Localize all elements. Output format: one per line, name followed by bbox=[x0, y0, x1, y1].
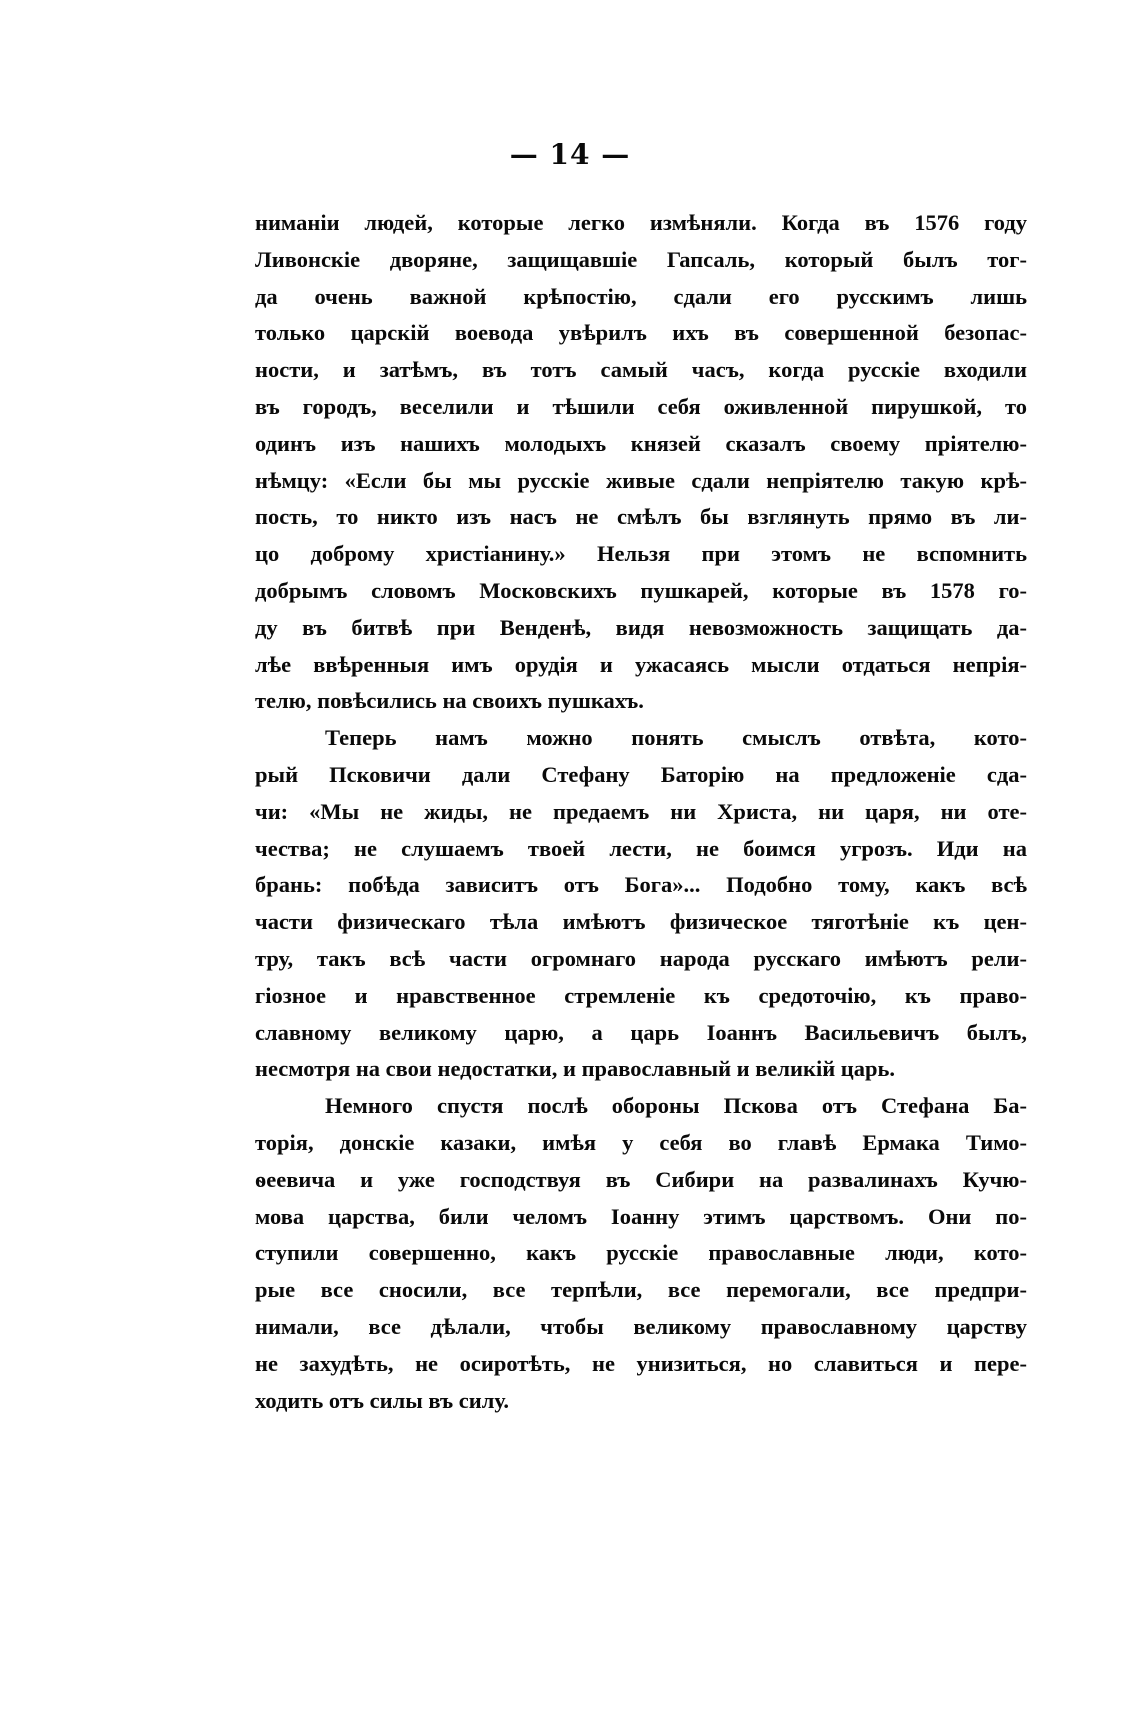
text-line: брань: побѣда зависитъ отъ Бога»... Подобно тому, какъ всѣ bbox=[255, 872, 1027, 898]
text-line: мова царства, били челомъ Іоанну этимъ царствомъ. Они по- bbox=[255, 1203, 1027, 1229]
text-line: ступили совершенно, какъ русскіе православные люди, кото- bbox=[255, 1240, 1027, 1266]
text-line: телю, повѣсились на своихъ пушкахъ. bbox=[255, 688, 644, 714]
text-line: тру, такъ всѣ части огромнаго народа русскаго имѣютъ рели- bbox=[255, 945, 1027, 971]
text-line: ности, и затѣмъ, въ тотъ самый часъ, когда русскіе входили bbox=[255, 357, 1027, 383]
text-line: Ливонскіе дворяне, защищавшіе Гапсаль, который былъ тог- bbox=[255, 246, 1027, 272]
page-number: — 14 — bbox=[509, 138, 631, 171]
text-line: лѣе ввѣренныя имъ орудія и ужасаясь мысли отдаться непрія- bbox=[255, 651, 1027, 677]
text-line: только царскій воевода увѣрилъ ихъ въ совершенной безопас- bbox=[255, 320, 1027, 346]
text-line: ниманіи людей, которые легко измѣняли. Когда въ 1576 году bbox=[255, 210, 1027, 235]
paragraph-first-line: Теперь намъ можно понять смыслъ отвѣта, кото- bbox=[325, 725, 1027, 751]
text-line: нимали, все дѣлали, чтобы великому православному царству bbox=[255, 1313, 1027, 1339]
text-line: несмотря на свои недостатки, и православный и великій царь. bbox=[255, 1056, 896, 1082]
text-line: торія, донскіе казаки, имѣя у себя во главѣ Ермака Тимо- bbox=[255, 1129, 1027, 1155]
text-line: рый Псковичи дали Стефану Баторію на предложеніе сда- bbox=[255, 761, 1027, 787]
text-line: нѣмцу: «Если бы мы русскіе живые сдали непріятелю такую крѣ- bbox=[255, 467, 1027, 493]
text-line: ходить отъ силы въ силу. bbox=[255, 1387, 509, 1413]
text-line: не захудѣть, не осиротѣть, не унизиться, но славиться и пере- bbox=[255, 1350, 1027, 1376]
text-line: добрымъ словомъ Московскихъ пушкарей, которые въ 1578 го- bbox=[255, 577, 1027, 603]
paragraph-first-line: Немного спустя послѣ обороны Пскова отъ Стефана Ба- bbox=[325, 1093, 1027, 1119]
text-line: одинъ изъ нашихъ молодыхъ князей сказалъ своему пріятелю- bbox=[255, 430, 1027, 456]
text-line: чества; не слушаемъ твоей лести, не боимся угрозъ. Иди на bbox=[255, 835, 1027, 861]
text-line: ду въ битвѣ при Венденѣ, видя невозможность защищать да- bbox=[255, 614, 1027, 640]
text-line: чи: «Мы не жиды, не предаемъ ни Христа, ни царя, ни оте- bbox=[255, 798, 1027, 824]
text-line: гіозное и нравственное стремленіе къ средоточію, къ право- bbox=[255, 982, 1027, 1008]
text-line: части физическаго тѣла имѣютъ физическое тяготѣніе къ цен- bbox=[255, 909, 1027, 935]
text-line: славному великому царю, а царь Іоаннъ Васильевичъ былъ, bbox=[255, 1019, 1027, 1045]
text-line: ѳеевича и уже господствуя въ Сибири на развалинахъ Кучю- bbox=[255, 1166, 1027, 1192]
text-line: въ городъ, веселили и тѣшили себя оживленной пирушкой, то bbox=[255, 393, 1027, 419]
body-text bbox=[255, 205, 1027, 1419]
text-line: рые все сносили, все терпѣли, все перемогали, все предпри- bbox=[255, 1277, 1027, 1303]
text-line: да очень важной крѣпостію, сдали его русскимъ лишь bbox=[255, 283, 1027, 309]
text-line: цо доброму христіанину.» Нельзя при этомъ не вспомнить bbox=[255, 541, 1027, 567]
text-line: пость, то никто изъ насъ не смѣлъ бы взглянуть прямо въ ли- bbox=[255, 504, 1027, 530]
